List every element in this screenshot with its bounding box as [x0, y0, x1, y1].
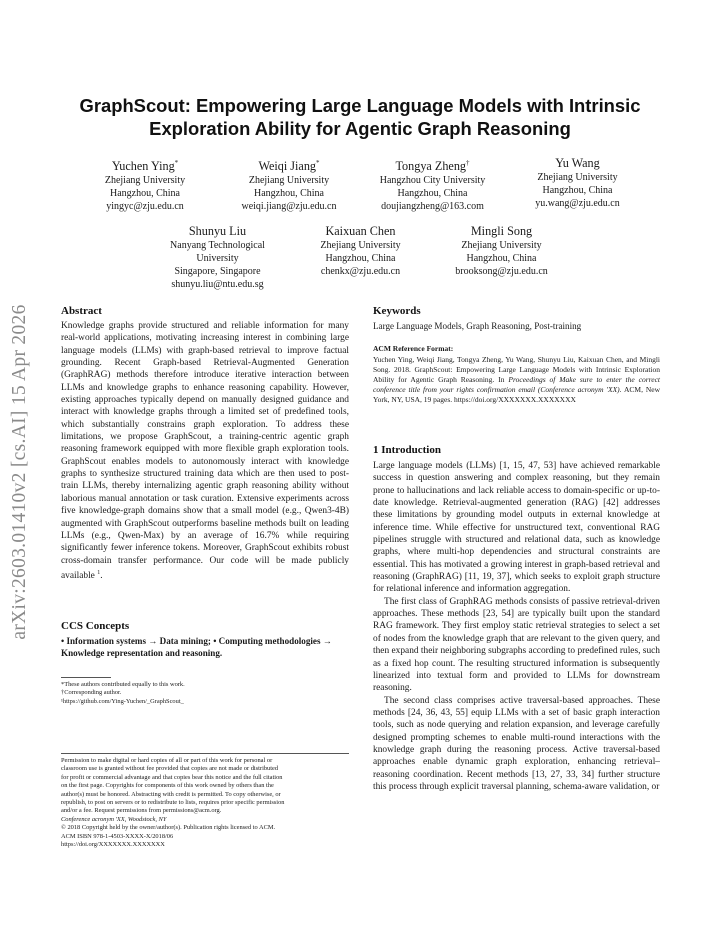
- permission-line: on the first page. Copyrights for components of this work owned by others than the: [61, 782, 274, 790]
- acm-reference: [373, 344, 660, 406]
- author-affiliation: Zhejiang University: [461, 240, 542, 251]
- introduction-section: [373, 444, 660, 793]
- ccs-section: [61, 620, 349, 660]
- permission-line: classroom use is granted without fee provided that copies are not made or distributed: [61, 765, 279, 773]
- author-block: [219, 155, 359, 213]
- author-city: Hangzhou, China: [110, 188, 180, 200]
- keywords-section: [373, 305, 660, 332]
- acm-ref-authors: Yuchen Ying, Weiqi Jiang, Tongya Zheng, Yu Wang, Shunyu Liu, Kaixuan Chen, and Mingli Song. 2018. GraphScout: Empowering Large Language Models with Intrinsic Exploration Ability for Agentic Graph Reasoning. In: [373, 355, 660, 385]
- permission-block: [61, 757, 351, 849]
- permission-line: author(s) must be honored. Abstracting with credit is permitted. To copy otherwise, or: [61, 790, 281, 798]
- permission-rule: [61, 753, 349, 754]
- permission-venue: Conference acronym 'XX, Woodstock, NY: [61, 815, 167, 823]
- author-city: Hangzhou, China: [254, 188, 324, 200]
- author-name: Mingli Song: [470, 224, 533, 238]
- author-city: Singapore, Singapore: [174, 266, 261, 277]
- author-affiliation-2: University: [196, 253, 239, 264]
- author-city: Hangzhou, China: [325, 253, 396, 264]
- author-name: Kaixuan Chen: [325, 224, 396, 238]
- author-block: [434, 223, 569, 278]
- footnotes: [61, 681, 349, 706]
- footnote: *These authors contributed equally to this work.: [61, 681, 185, 688]
- abstract-text: Knowledge graphs provide structured and reliable information for many real-world applications, motivating increasing interest in combining large language models (LLMs) with graph-based retrieval to improve factual grounding. Recent Graph-based Retrieval-Augmented Generation (GraphRAG) methods therefore introduce iterative interaction between LLMs and knowledge graphs to enhance reasoning capability. However, existing approaches typically depend on manually designed guidance and interact with knowledge graphs through a limited set of predefined tools, which substantially constrains graph exploration. To address these limitations, we propose GraphScout, a training-centric agentic graph reasoning framework equipped with more flexible graph exploration tools. GraphScout enables models to autonomously interact with knowledge graphs to synthesize structured training data which are then used to post-train LLMs, thereby internalizing agentic graph reasoning ability without laborious manual annotation or task curation. Extensive experiments across five knowledge-graph domains show that a small model (e.g., Qwen3-4B) augmented with GraphScout outperforms baseline methods built on leading LLMs (e.g., Qwen-Max) by an average of 16.7% while requiring significantly fewer inference tokens. Moreover, GraphScout exhibits robust cross-domain transfer performance. Our code will be made publicly available: [61, 321, 349, 581]
- author-affiliation: Zhejiang University: [537, 172, 618, 183]
- author-email: shunyu.liu@ntu.edu.sg: [171, 279, 264, 290]
- arxiv-stamp: [0, 262, 40, 682]
- author-name: Yuchen Ying: [111, 159, 175, 174]
- author-affiliation: Zhejiang University: [248, 175, 330, 187]
- author-email: weiqi.jiang@zju.edu.cn: [241, 201, 337, 213]
- permission-line: Permission to make digital or hard copies of all or part of this work for personal or: [61, 757, 273, 764]
- permission-line: republish, to post on servers or to redistribute to lists, requires prior specific permission: [61, 799, 285, 807]
- author-name: Weiqi Jiang: [258, 159, 317, 174]
- author-mark: †: [466, 159, 470, 167]
- author-city: Hangzhou, China: [397, 188, 468, 200]
- keywords-text: Large Language Models, Graph Reasoning, Post-training: [373, 321, 582, 331]
- author-block: [509, 155, 646, 210]
- permission-line: and/or a fee. Request permissions from permissions@acm.org.: [61, 807, 222, 815]
- ccs-text: • Information systems → Data mining; • Computing methodologies → Knowledge representation and reasoning.: [61, 636, 332, 659]
- intro-body: [373, 460, 660, 793]
- acm-ref-label: ACM Reference Format:: [373, 344, 454, 353]
- intro-paragraph-3: The second class comprises active traversal-based approaches. These methods [24, 36, 43, 55] equip LLMs with a set of basic graph interaction tools, such as node querying and relation expansion, and leverage carefully designed prompting schemes to enable multi-round interactions with the knowledge graph during the reasoning process. Active traversal-based approaches enable dynamic graph exploration, enhancing retrieval–reasoning coordination. Recent methods [13, 27, 33, 34] further structure this process through explicit traversal planning, schema-aware validation, or: [373, 695, 660, 792]
- author-email: yingyc@zju.edu.cn: [106, 201, 184, 213]
- intro-heading: 1 Introduction: [373, 444, 441, 456]
- author-email: chenkx@zju.edu.cn: [320, 266, 401, 277]
- footnote: †Corresponding author.: [61, 689, 122, 697]
- author-mark: *: [174, 159, 179, 167]
- abstract-heading: Abstract: [61, 305, 102, 317]
- acm-ref-tail: ACM, New York, NY, USA, 19 pages. https://doi.org/XXXXXXX.XXXXXXX: [373, 385, 660, 405]
- author-block: [150, 223, 285, 291]
- intro-paragraph-1: Large language models (LLMs) [1, 15, 47, 53] have achieved remarkable success in question answering and complex reasoning, but they remain prone to hallucinations and lack reliable access to domain-specific or up-to-date knowledge. Retrieval-augmented generation (RAG) [42] addresses these limitations by grounding model outputs in external knowledge at inference time. While effective for unstructured text, conventional RAG pipelines struggle with structured and relational data, such as knowledge graphs, where multi-hop dependencies and structural constraints are essential. This has motivated a growing interest in graph-based retrieval and reasoning (GraphRAG) [11, 19, 37], which seeks to exploit graph structure for relational inference and information aggregation.: [373, 461, 660, 595]
- author-name: Yu Wang: [555, 156, 600, 170]
- author-block: [360, 155, 505, 213]
- permission-copyright: © 2018 Copyright held by the owner/author(s). Publication rights licensed to ACM.: [61, 824, 276, 832]
- acm-ref-text: [373, 355, 660, 405]
- permission-doi: https://doi.org/XXXXXXX.XXXXXXX: [61, 841, 165, 849]
- author-block: [293, 223, 428, 278]
- paper-title: [40, 94, 680, 140]
- footnote-rule: [61, 677, 111, 678]
- author-affiliation: Zhejiang University: [320, 240, 401, 251]
- author-city: Hangzhou, China: [542, 185, 613, 196]
- abstract-section: [61, 305, 349, 582]
- abstract-footmark: 1: [97, 569, 101, 576]
- author-name: Shunyu Liu: [188, 224, 247, 238]
- author-block: [80, 155, 210, 213]
- arxiv-id: arXiv:2603.01410v2 [cs.AI] 15 Apr 2026: [9, 304, 30, 640]
- intro-paragraph-2: The first class of GraphRAG methods consists of passive retrieval-driven approaches. These methods [23, 54] are typically built upon the standard RAG framework. They first employ static retrieval strategies to select a set of nodes from the knowledge graph that are relevant to the given query, and then expand their neighboring subgraphs according to predefined rules, such as a fixed hop count. The resulting structured information is subsequently linearized into textual form and provided to LLMs for downstream reasoning.: [373, 596, 660, 694]
- abstract-body: [61, 320, 349, 582]
- title-line-1: GraphScout: Empowering Large Language Models with Intrinsic: [79, 95, 641, 116]
- author-affiliation: Hangzhou City University: [379, 175, 486, 187]
- keywords-heading: Keywords: [373, 305, 421, 317]
- title-line-2: Exploration Ability for Agentic Graph Reasoning: [149, 118, 571, 139]
- footnote: ¹https://github.com/Ying-Yuchen/_GraphScout_: [61, 697, 184, 705]
- author-email: yu.wang@zju.edu.cn: [535, 198, 620, 209]
- acm-ref-venue: Proceedings of Make sure to enter the correct conference title from your rights confirmation email (Conference acronym 'XX).: [373, 375, 660, 395]
- author-affiliation: Nanyang Technological: [170, 240, 265, 251]
- author-city: Hangzhou, China: [466, 253, 537, 264]
- author-name: Tongya Zheng: [395, 159, 467, 174]
- author-email: brooksong@zju.edu.cn: [455, 266, 548, 277]
- permission-line: for profit or commercial advantage and that copies bear this notice and the full citation: [61, 773, 283, 781]
- author-mark: *: [316, 159, 320, 167]
- author-email: doujiangzheng@163.com: [381, 201, 484, 213]
- abstract-end: .: [100, 571, 103, 581]
- ccs-heading: CCS Concepts: [61, 620, 130, 632]
- author-affiliation: Zhejiang University: [104, 175, 186, 187]
- permission-isbn: ACM ISBN 978-1-4503-XXXX-X/2018/06: [61, 832, 174, 840]
